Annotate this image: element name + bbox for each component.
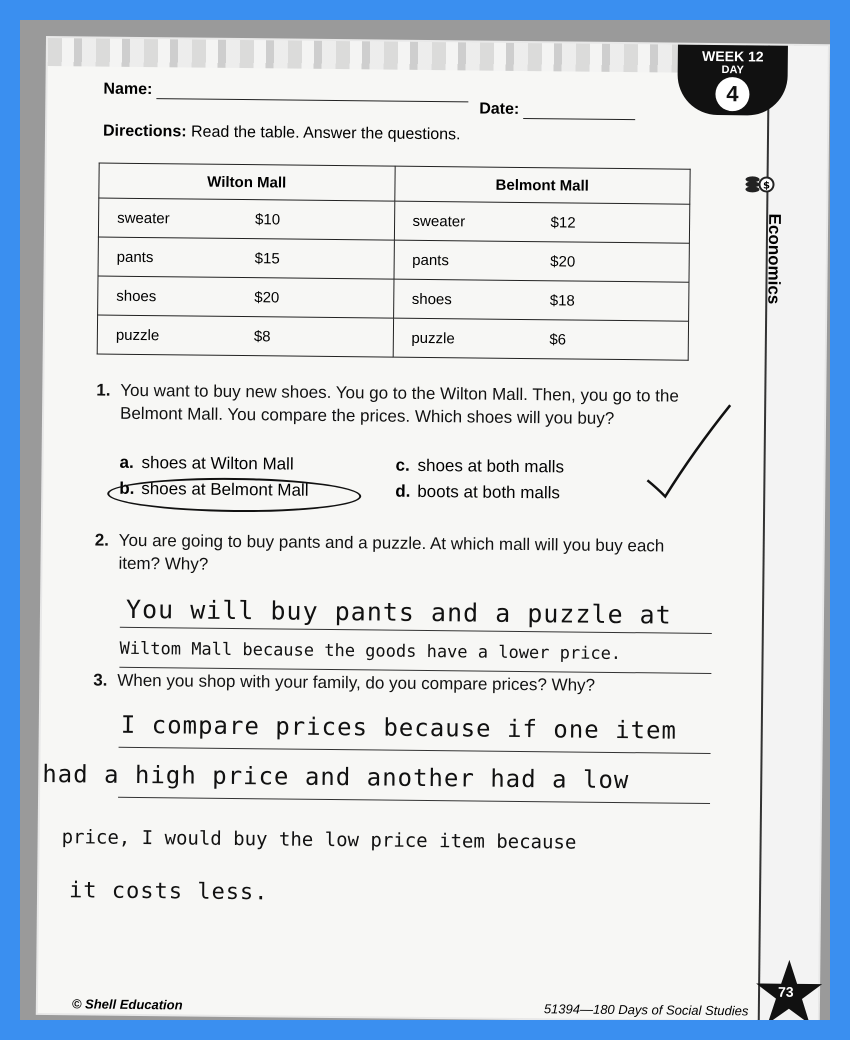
- item-name: sweater: [412, 212, 466, 230]
- day-label: DAY: [721, 64, 744, 77]
- day-number: 4: [715, 77, 749, 111]
- item-name: shoes: [116, 287, 157, 305]
- item-price: $15: [254, 249, 280, 267]
- handwritten-answer: You will buy pants and a puzzle at: [125, 594, 672, 630]
- name-field[interactable]: [103, 81, 469, 103]
- question-text: You are going to buy pants and a puzzle. At which mall will you buy each item? Why?: [118, 530, 665, 574]
- option-d[interactable]: [395, 482, 560, 504]
- svg-text:$: $: [762, 180, 771, 192]
- option-letter: d.: [395, 481, 411, 501]
- photo-frame: [20, 20, 830, 1020]
- item-price: $18: [549, 291, 575, 310]
- book-title: 51394—180 Days of Social Studies: [543, 1001, 749, 1019]
- handwritten-answer: I compare prices because if one item: [120, 710, 678, 745]
- page-number: 73: [777, 983, 794, 1000]
- item-name: pants: [412, 251, 449, 269]
- directions-text: Read the table. Answer the questions.: [190, 123, 461, 144]
- table-row: [97, 315, 688, 360]
- item-name: shoes: [411, 290, 452, 308]
- answer-circle: [107, 477, 361, 514]
- table-row: [98, 237, 689, 282]
- item-name: sweater: [117, 209, 170, 227]
- question-text: When you shop with your family, do you compare prices? Why?: [117, 670, 596, 695]
- copyright: © Shell Education: [71, 996, 183, 1013]
- directions-label: Directions:: [102, 122, 187, 141]
- question-number: 1.: [96, 380, 111, 400]
- question-1: [96, 379, 710, 431]
- answer-line: [119, 747, 711, 754]
- item-price: $20: [254, 288, 280, 306]
- coins-icon: [744, 171, 774, 193]
- answer-line: [118, 797, 710, 804]
- item-price: $20: [550, 252, 576, 271]
- name-label: Name:: [103, 80, 153, 99]
- item-name: puzzle: [411, 329, 455, 347]
- option-c[interactable]: [395, 456, 564, 478]
- item-price: $6: [549, 330, 567, 348]
- worksheet-page: [38, 38, 828, 1020]
- date-label: Date:: [479, 100, 520, 118]
- option-text: shoes at Belmont Mall: [141, 479, 309, 500]
- week-label: WEEK 12: [702, 47, 764, 65]
- handwritten-answer: had a high price and another had a low: [42, 759, 630, 795]
- table-row: [98, 276, 689, 321]
- directions: [103, 123, 461, 145]
- date-field[interactable]: [479, 101, 636, 121]
- option-letter: a.: [119, 452, 134, 472]
- checkmark-icon: [643, 400, 734, 501]
- handwritten-answer: Wiltom Mall because the goods have a lower price.: [119, 638, 622, 665]
- option-letter: c.: [395, 455, 410, 475]
- name-line[interactable]: [157, 82, 469, 102]
- option-text: boots at both malls: [417, 481, 561, 503]
- question-text: You want to buy new shoes. You go to the Wilton Mall. Then, you go to the Belmont Mall. You compare the prices. Which shoes will you buy?: [119, 380, 679, 428]
- option-a[interactable]: [119, 453, 293, 475]
- item-name: puzzle: [115, 326, 160, 344]
- question-number: 2.: [94, 530, 110, 550]
- date-line[interactable]: [524, 102, 636, 120]
- handwritten-answer: it costs less.: [68, 878, 269, 906]
- question-number: 3.: [93, 670, 108, 690]
- question-2: [94, 529, 708, 581]
- table-row: [98, 198, 689, 243]
- option-text: shoes at both malls: [417, 455, 565, 477]
- handwritten-answer: price, I would buy the low price item because: [61, 826, 577, 854]
- week-day-badge: [677, 45, 788, 116]
- subject-label: Economics: [764, 213, 785, 305]
- option-text: shoes at Wilton Mall: [141, 453, 294, 474]
- price-table: [97, 163, 691, 361]
- item-name: pants: [116, 248, 154, 266]
- item-price: $8: [253, 327, 271, 345]
- wilton-header: Wilton Mall: [99, 163, 395, 201]
- option-letter: b.: [119, 478, 135, 498]
- item-price: $12: [550, 213, 576, 232]
- belmont-header: Belmont Mall: [394, 166, 690, 204]
- item-price: $10: [255, 210, 281, 228]
